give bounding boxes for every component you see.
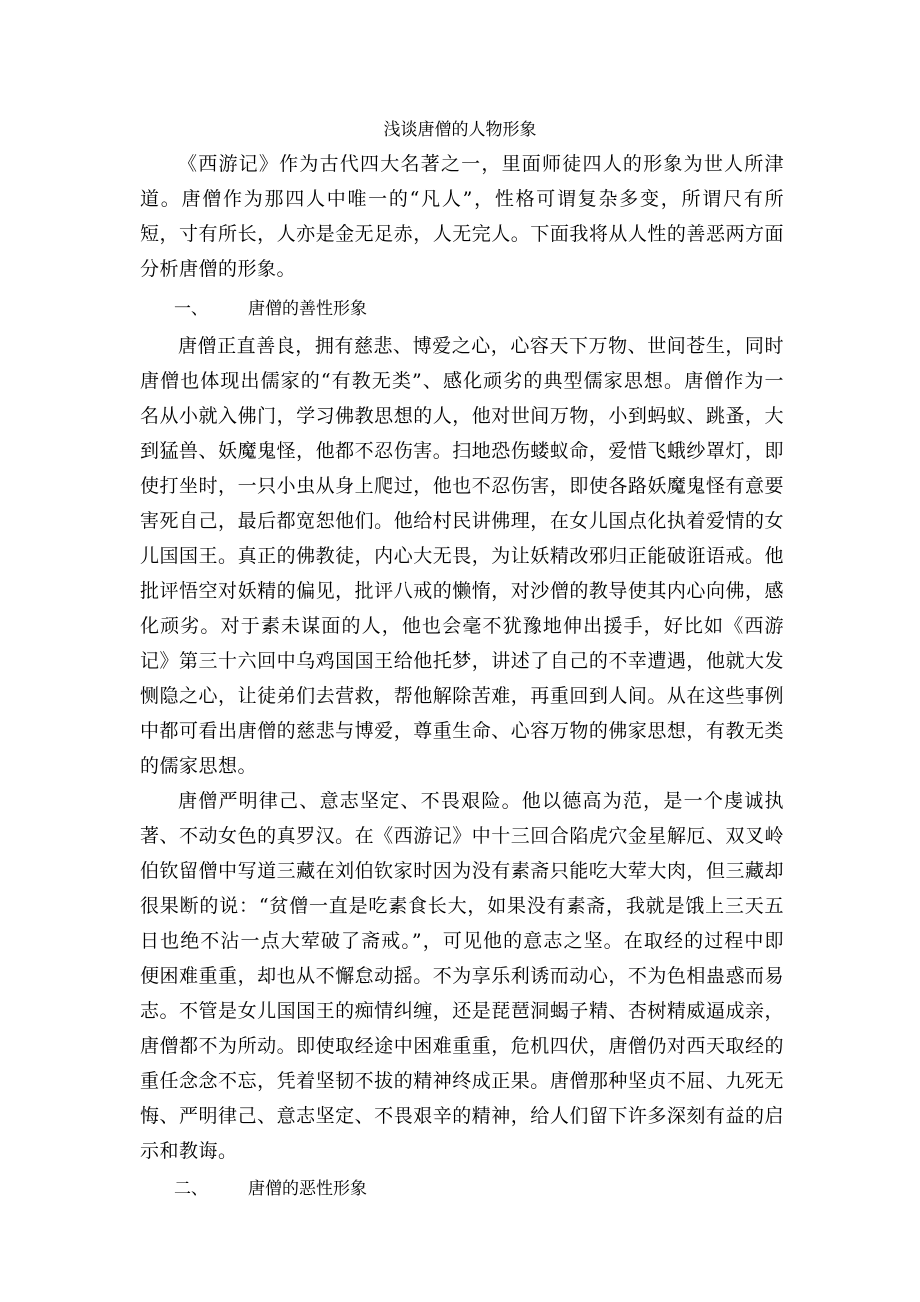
section-title-2: 唐僧的恶性形象 (248, 1179, 367, 1199)
intro-paragraph: 《西游记》作为古代四大名著之一，里面师徒四人的形象为世人所津道。唐僧作为那四人中唯一的“凡人”，性格可谓复杂多变，所谓尺有所短，寸有所长，人亦是金无足赤，人无完人。下面我将从人性的善恶两方面分析唐僧的形象。 (140, 153, 784, 280)
section-heading-1 (140, 289, 784, 329)
section-number-1: 一、 (174, 299, 208, 319)
section1-paragraph-2: 唐僧严明律己、意志坚定、不畏艰险。他以德高为范，是一个虔诚执著、不动女色的真罗汉。在《西游记》中十三回合陷虎穴金星解厄、双叉岭伯钦留僧中写道三藏在刘伯钦家时因为没有素斋只能吃大荤大肉，但三藏却很果断的说：“贫僧一直是吃素食长大，如果没有素斋，我就是饿上三天五日也绝不沾一点大荤破了斋戒。”，可见他的意志之坚。在取经的过程中即便困难重重，却也从不懈怠动摇。不为享乐利诱而动心，不为色相蛊惑而易志。不管是女儿国国王的痴情纠缠，还是琵琶洞蝎子精、杏树精威逼成亲，唐僧都不为所动。即使取经途中困难重重，危机四伏，唐僧仍对西天取经的重任念念不忘，凭着坚韧不拔的精神终成正果。唐僧那种坚贞不屈、九死无悔、严明律己、意志坚定、不畏艰辛的精神，给人们留下许多深刻有益的启示和教诲。 (140, 790, 784, 1162)
section-heading-2 (140, 1169, 784, 1209)
document-body (140, 147, 784, 1209)
section-number-2: 二、 (174, 1179, 208, 1199)
section1-paragraph-1: 唐僧正直善良，拥有慈悲、博爱之心，心容天下万物、世间苍生，同时唐僧也体现出儒家的“有教无类”、感化顽劣的典型儒家思想。唐僧作为一名从小就入佛门，学习佛教思想的人，他对世间万物，小到蚂蚁、跳蚤，大到猛兽、妖魔鬼怪，他都不忍伤害。扫地恐伤蝼蚁命，爱惜飞蛾纱罩灯，即使打坐时，一只小虫从身上爬过，他也不忍伤害，即使各路妖魔鬼怪有意要害死自己，最后都宽恕他们。他给村民讲佛理，在女儿国点化执着爱情的女儿国国王。真正的佛教徒，内心大无畏，为让妖精改邪归正能破诳语戒。他批评悟空对妖精的偏见，批评八戒的懒惰，对沙僧的教导使其内心向佛，感化顽劣。对于素未谋面的人，他也会毫不犹豫地伸出援手，好比如《西游记》第三十六回中乌鸡国国王给他托梦，讲述了自己的不幸遭遇，他就大发恻隐之心，让徒弟们去营救，帮他解除苦难，再重回到人间。从在这些事例中都可看出唐僧的慈悲与博爱，尊重生命、心容万物的佛家思想，有教无类的儒家思想。 (140, 335, 784, 777)
section-title-1: 唐僧的善性形象 (248, 299, 367, 319)
document-title: 浅谈唐僧的人物形象 (383, 120, 537, 140)
